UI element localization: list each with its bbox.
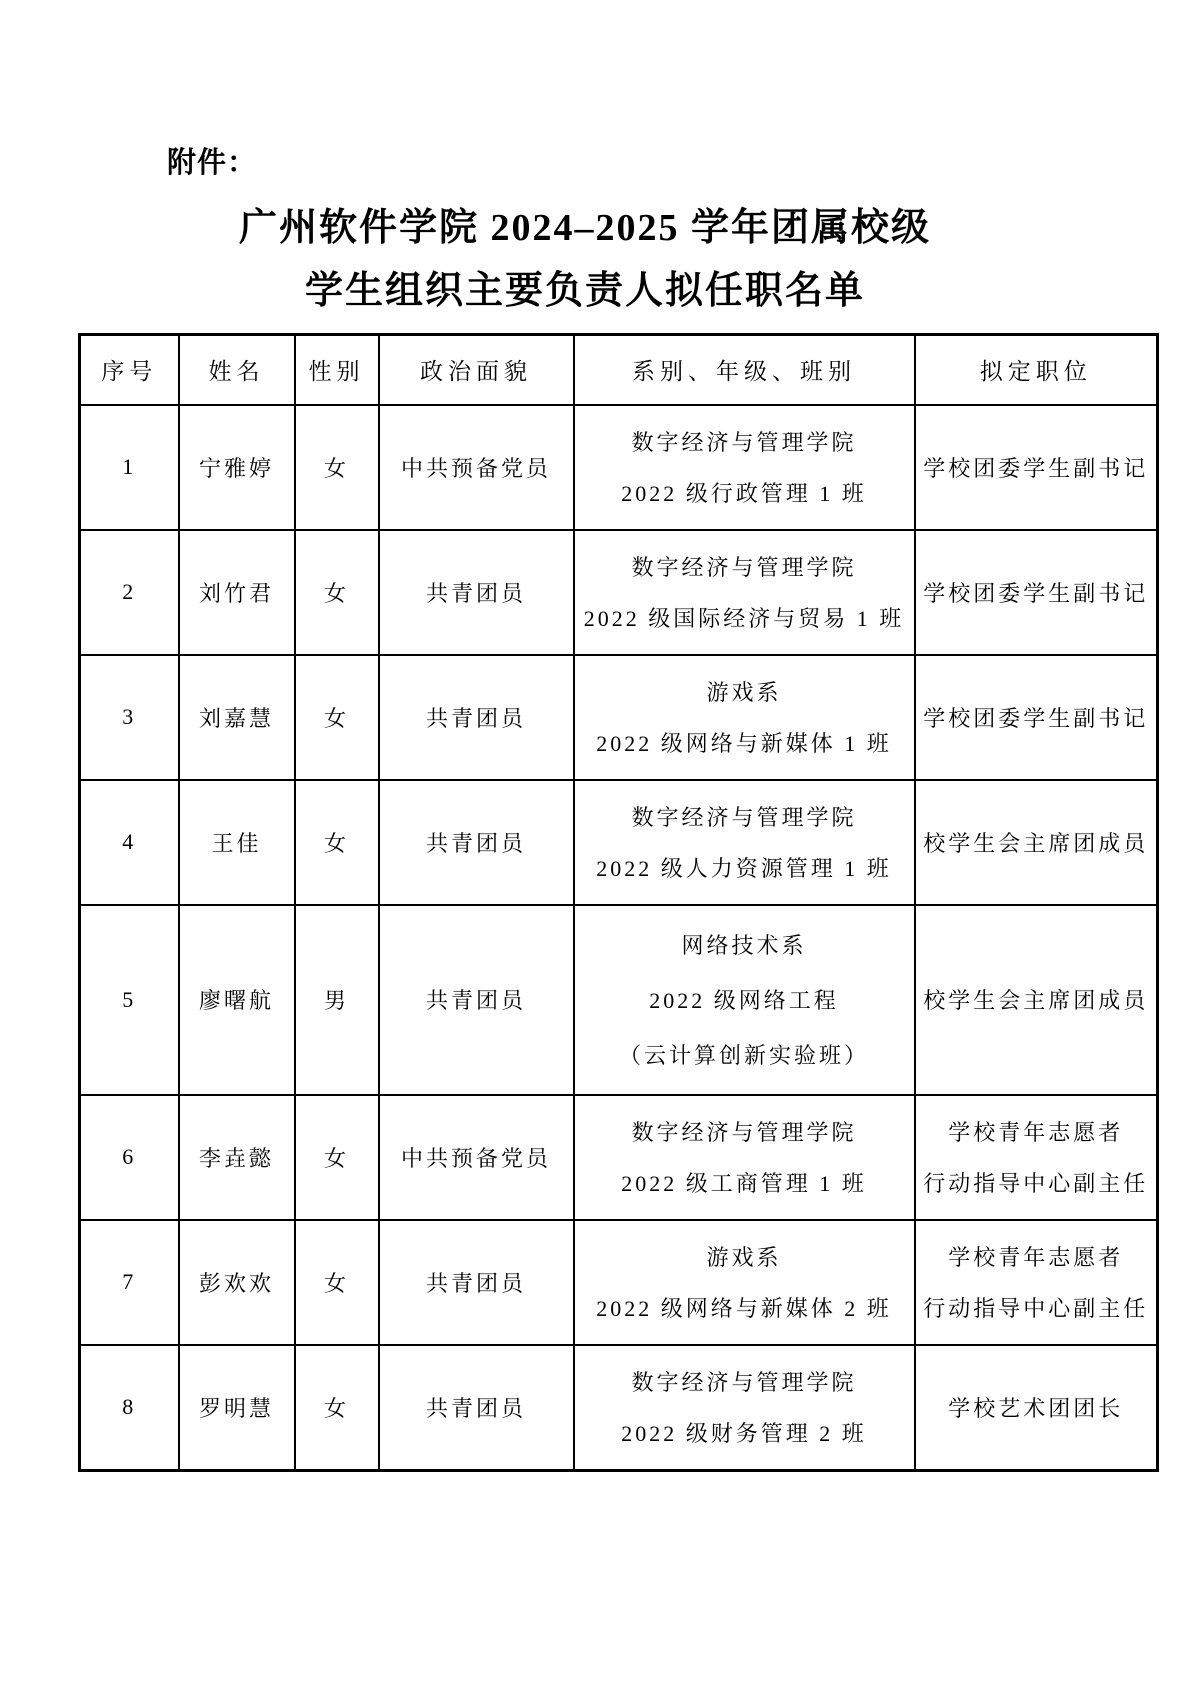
cell-dept-class [574, 405, 915, 530]
cell-dept-class [574, 1345, 915, 1471]
cell-dept-class-lines [575, 1096, 914, 1219]
cell-no [80, 655, 179, 780]
cell-position [915, 905, 1158, 1095]
cell-name-value: 罗明慧 [198, 1395, 274, 1421]
cell-political-status [379, 530, 574, 655]
cell-line: 数字经济与管理学院 [631, 1119, 857, 1145]
cell-line: 2022 级网络与新媒体 2 班 [596, 1296, 892, 1322]
cell-position-lines [916, 1221, 1157, 1344]
cell-no-value: 2 [122, 579, 137, 604]
cell-political-status [379, 1345, 574, 1471]
cell-name-value: 王佳 [211, 830, 262, 856]
cell-line: 2022 级网络工程 [649, 988, 839, 1013]
roster-table [78, 333, 1159, 1472]
cell-political-status [379, 905, 574, 1095]
cell-name-value: 宁雅婷 [198, 455, 274, 481]
cell-gender [295, 1095, 379, 1220]
cell-dept-class [574, 530, 915, 655]
cell-political-status [379, 655, 574, 780]
cell-dept-class-lines [575, 656, 914, 779]
cell-name-value: 刘嘉慧 [198, 705, 274, 731]
cell-political-status-value: 共青团员 [425, 830, 526, 856]
cell-line: 学校团委学生副书记 [923, 580, 1149, 606]
cell-no-value: 1 [122, 454, 137, 479]
cell-no [80, 405, 179, 530]
table-row [80, 1220, 1158, 1345]
cell-dept-class-lines [575, 406, 914, 529]
cell-line: 学校青年志愿者 [948, 1244, 1124, 1270]
cell-name [179, 530, 295, 655]
cell-political-status-value: 共青团员 [425, 1395, 526, 1421]
cell-no-value: 5 [122, 986, 137, 1012]
cell-political-status [379, 1220, 574, 1345]
document-title-line1: 广州软件学院 2024–2025 学年团属校级 [238, 207, 931, 249]
attachment-label: 附件： [167, 147, 258, 179]
cell-position-lines [916, 531, 1157, 654]
cell-line: 学校团委学生副书记 [923, 705, 1149, 731]
cell-position [915, 405, 1158, 530]
cell-position [915, 655, 1158, 780]
cell-line: 2022 级网络与新媒体 1 班 [596, 731, 892, 757]
cell-political-status-value: 共青团员 [425, 705, 526, 731]
table-row [80, 530, 1158, 655]
cell-no-value: 4 [122, 829, 137, 854]
cell-dept-class-lines [575, 531, 914, 654]
cell-line: 数字经济与管理学院 [631, 1369, 857, 1395]
cell-gender [295, 1220, 379, 1345]
cell-no [80, 530, 179, 655]
cell-name [179, 405, 295, 530]
header-cell-gender: 性别 [295, 335, 379, 405]
cell-gender-value: 女 [323, 705, 349, 731]
cell-dept-class [574, 780, 915, 905]
cell-no [80, 1095, 179, 1220]
table-row [80, 655, 1158, 780]
cell-political-status [379, 780, 574, 905]
cell-line: 2022 级工商管理 1 班 [621, 1171, 867, 1197]
cell-gender-value: 女 [323, 580, 349, 606]
cell-no-value: 7 [122, 1269, 137, 1294]
cell-no [80, 905, 179, 1095]
cell-position-lines [916, 906, 1157, 1094]
cell-name [179, 905, 295, 1095]
cell-position [915, 1220, 1158, 1345]
cell-line: 学校团委学生副书记 [923, 455, 1149, 481]
header-cell-dept-class: 系别、年级、班别 [574, 335, 915, 405]
cell-name [179, 1095, 295, 1220]
cell-dept-class [574, 1220, 915, 1345]
cell-gender-value: 女 [323, 1395, 349, 1421]
cell-political-status-value: 中共预备党员 [400, 455, 551, 481]
cell-position-lines [916, 781, 1157, 904]
cell-gender-value: 女 [323, 830, 349, 856]
header-cell-position: 拟定职位 [915, 335, 1158, 405]
cell-name-value: 彭欢欢 [198, 1270, 274, 1296]
cell-gender-value: 女 [323, 1145, 349, 1171]
cell-line: 2022 级行政管理 1 班 [621, 481, 867, 507]
cell-political-status-value: 共青团员 [425, 988, 526, 1013]
cell-dept-class-lines [575, 1346, 914, 1469]
cell-name [179, 1345, 295, 1471]
cell-gender [295, 780, 379, 905]
cell-position-lines [916, 1096, 1157, 1219]
cell-line: 行动指导中心副主任 [923, 1296, 1149, 1322]
cell-line: （云计算创新实验班） [618, 1042, 869, 1068]
cell-dept-class-lines [575, 781, 914, 904]
cell-dept-class [574, 1095, 915, 1220]
cell-gender [295, 405, 379, 530]
cell-line: 校学生会主席团成员 [923, 988, 1149, 1013]
cell-line: 网络技术系 [681, 933, 807, 959]
cell-dept-class-lines [575, 1221, 914, 1344]
cell-dept-class-lines [575, 906, 914, 1094]
cell-dept-class [574, 655, 915, 780]
cell-line: 数字经济与管理学院 [631, 429, 857, 455]
cell-position-lines [916, 406, 1157, 529]
cell-gender [295, 530, 379, 655]
cell-gender [295, 905, 379, 1095]
cell-political-status-value: 中共预备党员 [400, 1145, 551, 1171]
cell-gender-value: 女 [323, 1270, 349, 1296]
cell-gender-value: 男 [323, 988, 349, 1013]
cell-no [80, 1220, 179, 1345]
cell-no-value: 3 [122, 704, 137, 729]
cell-line: 游戏系 [706, 1244, 782, 1270]
cell-political-status-value: 共青团员 [425, 580, 526, 606]
cell-line: 2022 级人力资源管理 1 班 [596, 856, 892, 882]
cell-political-status [379, 405, 574, 530]
cell-name-value: 刘竹君 [198, 580, 274, 606]
cell-line: 学校青年志愿者 [948, 1119, 1124, 1145]
cell-position [915, 1345, 1158, 1471]
cell-position [915, 780, 1158, 905]
cell-line: 2022 级国际经济与贸易 1 班 [583, 606, 905, 632]
header-cell-no: 序号 [80, 335, 179, 405]
cell-line: 2022 级财务管理 2 班 [621, 1421, 867, 1447]
table-row [80, 1095, 1158, 1220]
cell-line: 行动指导中心副主任 [923, 1171, 1149, 1197]
header-cell-political-status: 政治面貌 [379, 335, 574, 405]
table-body [80, 405, 1158, 1471]
table-row [80, 405, 1158, 530]
document-title-line2: 学生组织主要负责人拟任职名单 [304, 270, 865, 312]
cell-name [179, 1220, 295, 1345]
header-cell-name: 姓名 [179, 335, 295, 405]
cell-position-lines [916, 656, 1157, 779]
table-row [80, 905, 1158, 1095]
cell-gender-value: 女 [323, 455, 349, 481]
cell-line: 游戏系 [706, 679, 782, 705]
cell-line: 数字经济与管理学院 [631, 554, 857, 580]
table-row [80, 1345, 1158, 1471]
cell-name [179, 655, 295, 780]
cell-name-value: 李垚懿 [198, 1145, 274, 1171]
cell-line: 学校艺术团团长 [948, 1395, 1124, 1421]
cell-line: 数字经济与管理学院 [631, 804, 857, 830]
cell-no-value: 6 [122, 1144, 137, 1169]
table-header-row [80, 335, 1158, 405]
cell-no [80, 1345, 179, 1471]
table-row [80, 780, 1158, 905]
cell-line: 校学生会主席团成员 [923, 830, 1149, 856]
document-title [30, 205, 1140, 331]
cell-gender [295, 1345, 379, 1471]
cell-no-value: 8 [122, 1394, 137, 1419]
cell-political-status-value: 共青团员 [425, 1270, 526, 1296]
cell-position [915, 530, 1158, 655]
cell-position [915, 1095, 1158, 1220]
cell-dept-class [574, 905, 915, 1095]
cell-name-value: 廖曙航 [198, 988, 274, 1013]
cell-position-lines [916, 1346, 1157, 1469]
cell-name [179, 780, 295, 905]
cell-political-status [379, 1095, 574, 1220]
cell-no [80, 780, 179, 905]
cell-gender [295, 655, 379, 780]
